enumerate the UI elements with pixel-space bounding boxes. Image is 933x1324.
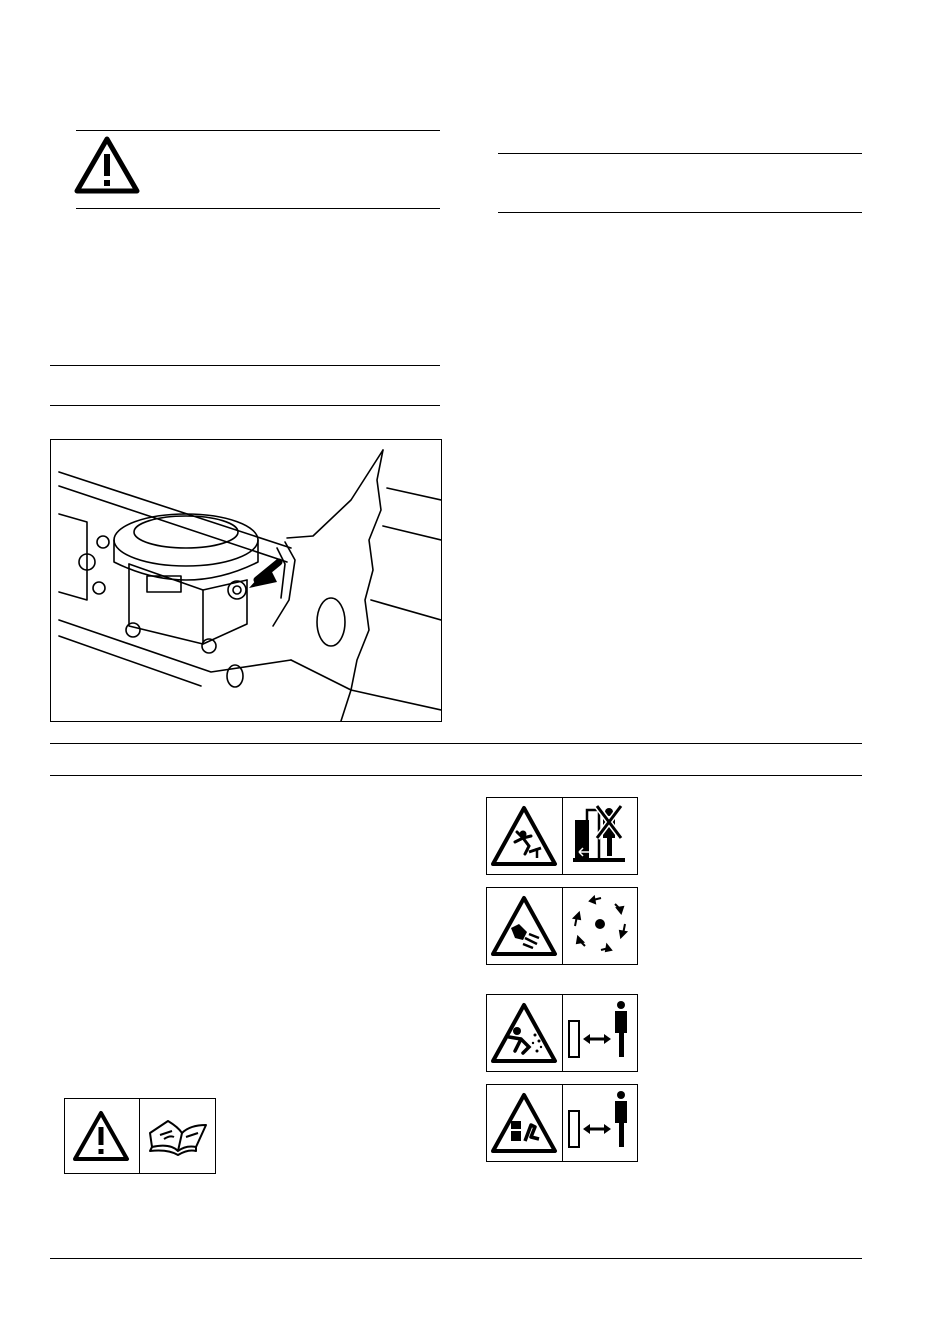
read-manual-symbol: [64, 1098, 216, 1174]
decal-thrown-objects: [486, 994, 638, 1072]
warning-triangle-icon: [65, 1099, 138, 1172]
decal-rotating-parts: [486, 887, 638, 965]
symbols-section-bottom-rule: [50, 775, 862, 776]
warning-bottom-rule: [76, 208, 440, 209]
rotating-parts-icon: [563, 888, 637, 964]
thrown-objects-icon: [487, 995, 561, 1071]
fall-hazard-icon: [487, 798, 561, 874]
decal-crush-hazard: [486, 1084, 638, 1162]
warning-triangle-icon: [74, 136, 140, 194]
engine-figure: [50, 439, 442, 722]
section-top-rule: [50, 365, 440, 366]
manual-book-wrench-icon: [140, 1099, 215, 1172]
pointer-arrow-icon: [249, 562, 279, 588]
section-bottom-rule: [50, 405, 440, 406]
footer-rule: [50, 1258, 862, 1259]
hand-entanglement-icon: [487, 888, 561, 964]
crush-hazard-icon: [487, 1085, 561, 1161]
keep-safe-distance-icon: [563, 995, 637, 1071]
no-person-on-step-icon: [563, 798, 637, 874]
warning-top-rule: [76, 130, 440, 131]
keep-safe-distance-icon: [563, 1085, 637, 1161]
symbols-section-top-rule: [50, 743, 862, 744]
engine-pulley-arrow-illustration: [51, 440, 441, 721]
decal-fall-hazard: [486, 797, 638, 875]
note-top-rule: [498, 153, 862, 154]
note-bottom-rule: [498, 212, 862, 213]
